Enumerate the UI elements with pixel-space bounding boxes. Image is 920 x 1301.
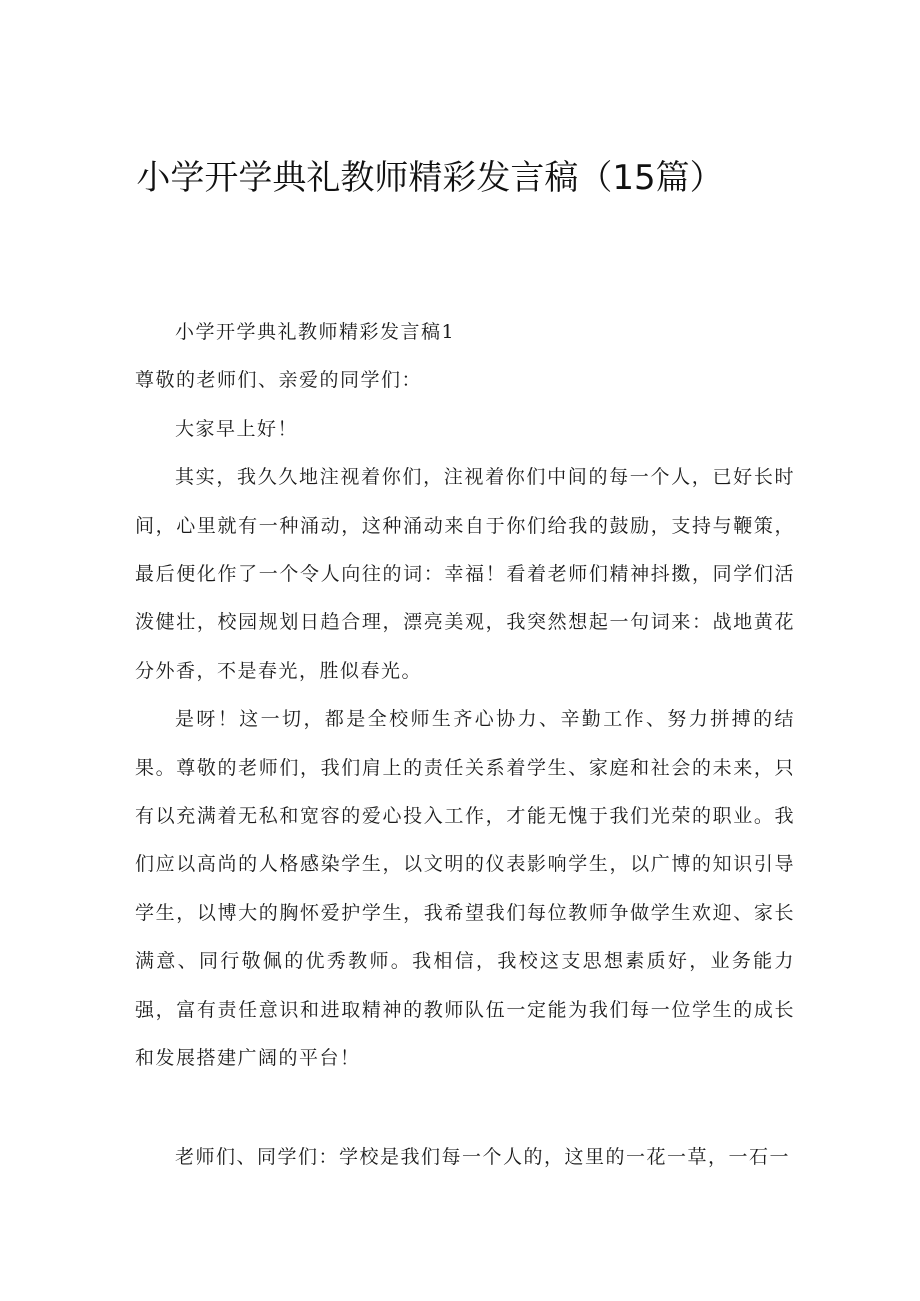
document-body bbox=[135, 308, 795, 1181]
paragraph: 其实，我久久地注视着你们，注视着你们中间的每一个人，已好长时间，心里就有一种涌动，这种涌动来自于你们给我的鼓励，支持与鞭策，最后便化作了一个令人向往的词：幸福！看着老师们精神抖擞，同学们活泼健壮，校园规划日趋合理，漂亮美观，我突然想起一句词来：战地黄花分外香，不是春光，胜似春光。 bbox=[135, 466, 795, 682]
paragraph: 老师们、同学们：学校是我们每一个人的，这里的一花一草，一石一 bbox=[175, 1145, 791, 1168]
section-heading: 小学开学典礼教师精彩发言稿1 bbox=[175, 321, 456, 343]
paragraph-gap bbox=[135, 1083, 795, 1133]
salutation: 尊敬的老师们、亲爱的同学们： bbox=[135, 369, 423, 392]
document-title: 小学开学典礼教师精彩发言稿（15篇） bbox=[136, 158, 724, 198]
paragraph: 是呀！这一切，都是全校师生齐心协力、辛勤工作、努力拼搏的结果。尊敬的老师们，我们肩上的责任关系着学生、家庭和社会的未来，只有以充满着无私和宽容的爱心投入工作，才能无愧于我们光荣的职业。我们应以高尚的人格感染学生，以文明的仪表影响学生，以广博的知识引导学生，以博大的胸怀爱护学生，我希望我们每位教师争做学生欢迎、家长满意、同行敬佩的优秀教师。我相信，我校这支思想素质好，业务能力强，富有责任意识和进取精神的教师队伍一定能为我们每一位学生的成长和发展搭建广阔的平台！ bbox=[135, 708, 795, 1070]
greeting: 大家早上好！ bbox=[175, 417, 299, 440]
